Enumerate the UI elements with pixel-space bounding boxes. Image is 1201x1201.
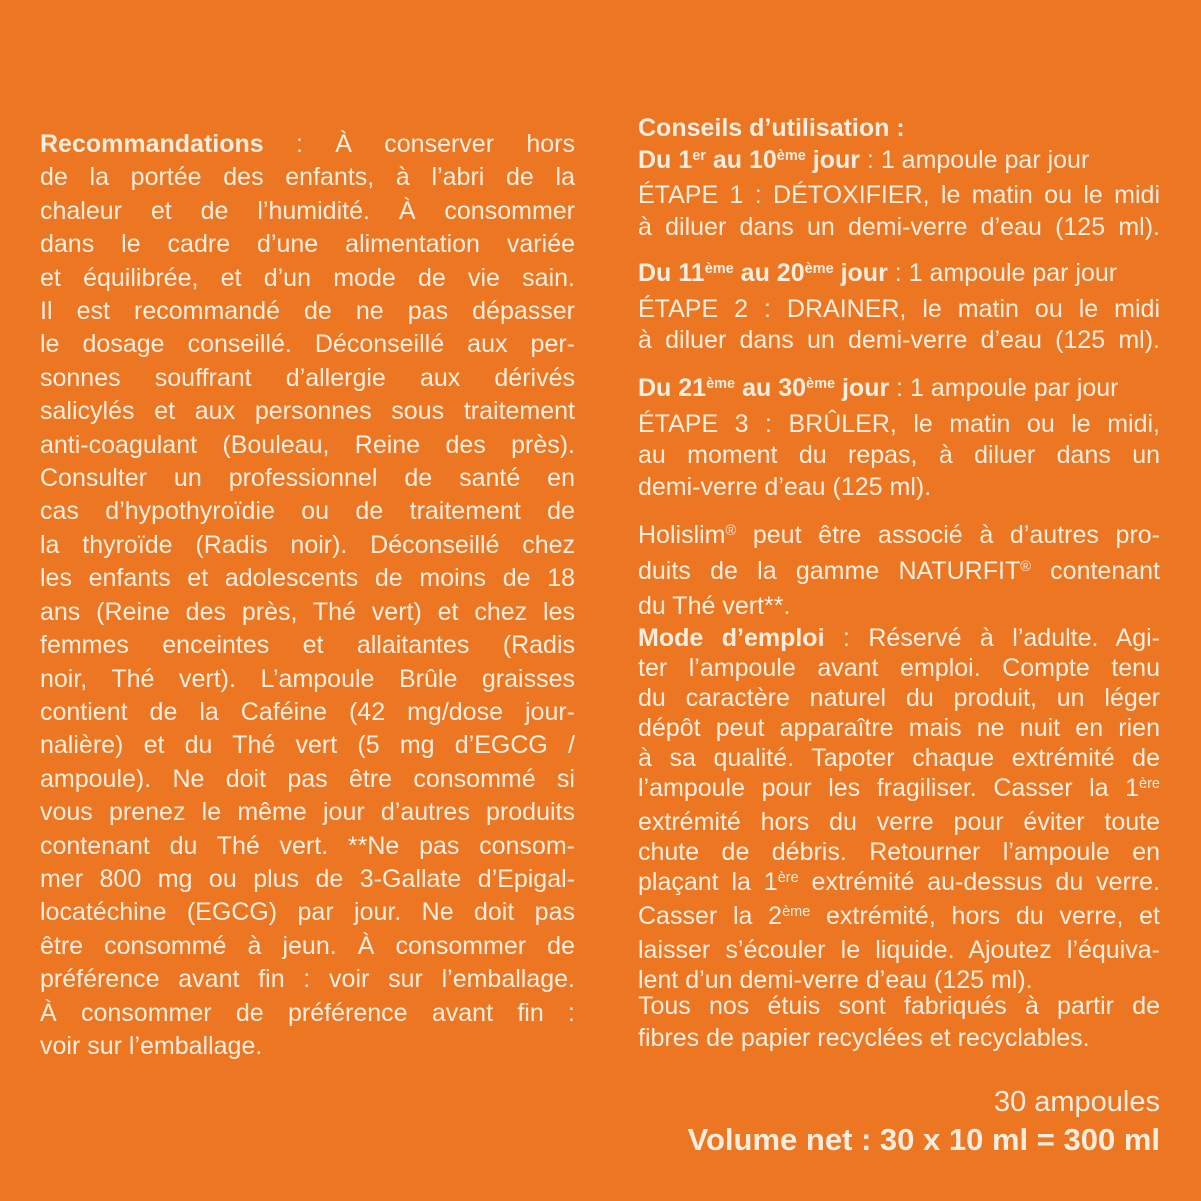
text-segment: Casser la 2 bbox=[638, 902, 783, 930]
text-line bbox=[638, 591, 1160, 623]
text-segment: 30 ampoules bbox=[993, 1086, 1160, 1118]
text-line bbox=[638, 713, 1160, 743]
recommendations-section bbox=[40, 128, 575, 1063]
text-segment: à sa qualité. Tapoter chaque extrémité de bbox=[638, 744, 1160, 772]
text-segment: à diluer dans un demi-verre d’eau (125 ml). bbox=[638, 326, 1160, 354]
text-segment: Recommandations bbox=[40, 130, 264, 158]
text-segment: locatéchine (EGCG) par jour. Ne doit pas bbox=[40, 898, 575, 927]
text-segment: Holislim bbox=[638, 521, 726, 549]
text-line bbox=[638, 773, 1160, 807]
text-line bbox=[638, 180, 1160, 212]
text-line bbox=[638, 373, 1160, 409]
text-segment: nalière) et du Thé vert (5 mg d’EGCG / bbox=[40, 731, 575, 760]
text-segment: extrémité au-dessus du verre. bbox=[798, 868, 1160, 896]
text-line bbox=[638, 212, 1160, 244]
text-segment: préférence avant fin : voir sur l’emballage. bbox=[40, 965, 575, 994]
text-segment: chaleur et de l’humidité. À consommer bbox=[40, 196, 575, 225]
text-line bbox=[40, 896, 575, 929]
text-line bbox=[40, 1030, 575, 1063]
text-segment: chute de débris. Retourner l’ampoule en bbox=[638, 838, 1160, 866]
text-line bbox=[40, 228, 575, 261]
text-segment: sonnes souffrant d’allergie aux dérivés bbox=[40, 363, 575, 392]
text-line bbox=[638, 935, 1160, 965]
text-line bbox=[40, 763, 575, 796]
text-segment: fibres de papier recyclées et recyclables. bbox=[638, 1023, 1090, 1052]
text-line bbox=[638, 325, 1160, 357]
text-line bbox=[40, 596, 575, 629]
text-line bbox=[40, 195, 575, 228]
text-line bbox=[40, 128, 575, 161]
text-segment: noir, Thé vert). L’ampoule Brûle graisses bbox=[40, 664, 575, 693]
superscript: ère bbox=[1139, 776, 1160, 793]
text-line bbox=[40, 395, 575, 428]
text-segment: ÉTAPE 2 : DRAINER, le matin ou le midi bbox=[638, 294, 1160, 323]
text-segment: voir sur l’emballage. bbox=[40, 1031, 263, 1060]
text-segment: du caractère naturel du produit, un léger bbox=[638, 684, 1160, 712]
text-line bbox=[638, 409, 1160, 441]
text-line bbox=[40, 262, 575, 295]
text-segment: l’ampoule pour les fragiliser. Casser la 1 bbox=[638, 774, 1140, 802]
text-line bbox=[638, 1083, 1160, 1121]
text-segment: duits de la gamme NATURFIT bbox=[638, 556, 1021, 585]
superscript: ® bbox=[725, 523, 737, 540]
superscript: ème bbox=[704, 261, 734, 278]
superscript: ère bbox=[777, 870, 799, 887]
text-line bbox=[40, 462, 575, 495]
text-segment: dépôt peut apparaître mais ne nuit en rien bbox=[638, 714, 1160, 742]
text-segment: salicylés et aux personnes sous traitement bbox=[40, 397, 575, 426]
text-segment: ÉTAPE 3 : BRÛLER, le matin ou le midi, bbox=[638, 409, 1160, 438]
text-line bbox=[40, 930, 575, 963]
text-segment: cas d’hypothyroïdie ou de traitement de bbox=[40, 497, 575, 526]
text-segment: : 1 ampoule par jour bbox=[889, 374, 1119, 402]
text-segment: ans (Reine des près, Thé vert) et chez les bbox=[40, 597, 575, 626]
text-line bbox=[40, 562, 575, 595]
text-segment: Du 1 bbox=[638, 145, 693, 174]
text-segment: à diluer dans un demi-verre d’eau (125 ml). bbox=[638, 212, 1160, 241]
text-line bbox=[638, 867, 1160, 901]
superscript: er bbox=[692, 147, 706, 164]
text-segment: Volume net : 30 x 10 ml = 300 ml bbox=[687, 1122, 1160, 1157]
text-line bbox=[40, 830, 575, 863]
text-line bbox=[638, 653, 1160, 683]
text-segment: extrémité hors du verre pour éviter toute bbox=[638, 808, 1160, 836]
text-segment: contenant du Thé vert. **Ne pas consom- bbox=[40, 831, 575, 860]
text-segment: de la portée des enfants, à l’abri de la bbox=[40, 163, 575, 192]
text-segment: laisser s’écouler le liquide. Ajoutez l’équiva- bbox=[638, 936, 1160, 964]
packaging-note-block bbox=[638, 991, 1160, 1054]
text-segment: Consulter un professionnel de santé en bbox=[40, 464, 575, 493]
text-segment: et équilibrée, et d’un mode de vie sain. bbox=[40, 263, 575, 292]
text-segment: les enfants et adolescents de moins de 18 bbox=[40, 564, 575, 593]
usage-section bbox=[638, 0, 1160, 1201]
text-line bbox=[40, 161, 575, 194]
superscript: ® bbox=[1020, 558, 1031, 575]
text-segment: : 1 ampoule par jour bbox=[859, 145, 1090, 174]
text-segment: jour bbox=[833, 259, 888, 287]
text-segment: Conseils d’utilisation : bbox=[638, 114, 905, 142]
text-segment: : 1 ampoule par jour bbox=[887, 259, 1118, 287]
text-line bbox=[638, 901, 1160, 935]
text-line bbox=[40, 696, 575, 729]
superscript: ème bbox=[782, 904, 811, 921]
text-segment: jour bbox=[835, 374, 890, 402]
text-segment: lent d’un demi-verre d’eau (125 ml). bbox=[638, 966, 1033, 994]
text-segment: ter l’ampoule avant emploi. Compte tenu bbox=[638, 654, 1160, 682]
text-line bbox=[638, 294, 1160, 326]
text-line bbox=[40, 328, 575, 361]
holislim-note-block bbox=[638, 520, 1160, 623]
superscript: ème bbox=[804, 261, 834, 278]
text-segment: Il est recommandé de ne pas dépasser bbox=[40, 297, 575, 326]
text-segment: au 30 bbox=[735, 374, 806, 402]
text-line bbox=[638, 556, 1160, 592]
text-segment: peut être associé à d’autres pro- bbox=[736, 521, 1160, 549]
text-line bbox=[40, 796, 575, 829]
text-segment: plaçant la 1 bbox=[638, 868, 778, 896]
text-line bbox=[638, 520, 1160, 556]
text-segment: dans le cadre d’une alimentation variée bbox=[40, 230, 575, 259]
text-line bbox=[638, 683, 1160, 713]
text-line bbox=[638, 837, 1160, 867]
text-line bbox=[40, 429, 575, 462]
superscript: ème bbox=[776, 147, 806, 164]
text-segment: vous prenez le même jour d’autres produits bbox=[40, 798, 575, 827]
text-segment: : Réservé à l’adulte. Agi- bbox=[824, 624, 1160, 652]
volume-block bbox=[638, 1083, 1160, 1159]
text-line bbox=[40, 495, 575, 528]
text-line bbox=[40, 863, 575, 896]
text-segment: être consommé à jeun. À consommer de bbox=[40, 931, 575, 960]
etape-3-block bbox=[638, 373, 1160, 503]
text-segment: contient de la Caféine (42 mg/dose jour- bbox=[40, 697, 575, 726]
mode-emploi-block bbox=[638, 623, 1160, 995]
text-segment: jour bbox=[805, 145, 860, 174]
text-segment: du Thé vert**. bbox=[638, 592, 791, 620]
superscript: ème bbox=[706, 376, 736, 393]
text-segment: ÉTAPE 1 : DÉTOXIFIER, le matin ou le midi bbox=[638, 181, 1160, 209]
text-segment: au 20 bbox=[733, 259, 805, 287]
text-line bbox=[638, 258, 1160, 294]
text-line bbox=[638, 743, 1160, 773]
text-line bbox=[638, 472, 1160, 504]
text-line bbox=[638, 1023, 1160, 1055]
text-segment: Du 11 bbox=[638, 259, 705, 287]
text-segment: au moment du repas, à diluer dans un bbox=[638, 441, 1160, 469]
text-segment: demi-verre d’eau (125 ml). bbox=[638, 472, 932, 501]
text-line bbox=[638, 145, 1160, 181]
text-line bbox=[638, 623, 1160, 653]
text-segment: le dosage conseillé. Déconseillé aux per- bbox=[40, 330, 575, 359]
text-line bbox=[638, 807, 1160, 837]
text-line bbox=[638, 1121, 1160, 1159]
text-segment: mer 800 mg ou plus de 3-Gallate d’Epigal- bbox=[40, 864, 575, 893]
text-line bbox=[40, 295, 575, 328]
text-segment: au 10 bbox=[705, 145, 777, 174]
text-line bbox=[40, 663, 575, 696]
conseils-utilisation-block bbox=[638, 113, 1160, 243]
text-segment: la thyroïde (Radis noir). Déconseillé chez bbox=[40, 530, 575, 559]
text-line bbox=[638, 440, 1160, 472]
text-line bbox=[40, 963, 575, 996]
text-line bbox=[40, 629, 575, 662]
text-line bbox=[638, 113, 1160, 145]
text-segment: Du 21 bbox=[638, 374, 707, 402]
etape-2-block bbox=[638, 258, 1160, 357]
text-segment: anti-coagulant (Bouleau, Reine des près). bbox=[40, 430, 575, 459]
text-segment: contenant bbox=[1030, 556, 1160, 585]
text-line bbox=[40, 997, 575, 1030]
text-line bbox=[40, 362, 575, 395]
text-line bbox=[638, 991, 1160, 1023]
superscript: ème bbox=[806, 376, 836, 393]
text-line bbox=[40, 729, 575, 762]
text-segment: : À conserver hors bbox=[263, 130, 575, 158]
text-segment: femmes enceintes et allaitantes (Radis bbox=[40, 631, 575, 660]
text-segment: extrémité, hors du verre, et bbox=[810, 902, 1160, 930]
text-segment: À consommer de préférence avant fin : bbox=[40, 998, 575, 1027]
text-segment: Tous nos étuis sont fabriqués à partir de bbox=[638, 992, 1160, 1020]
text-line bbox=[40, 529, 575, 562]
text-segment: Mode d’emploi bbox=[638, 624, 825, 652]
text-segment: ampoule). Ne doit pas être consommé si bbox=[40, 764, 575, 793]
